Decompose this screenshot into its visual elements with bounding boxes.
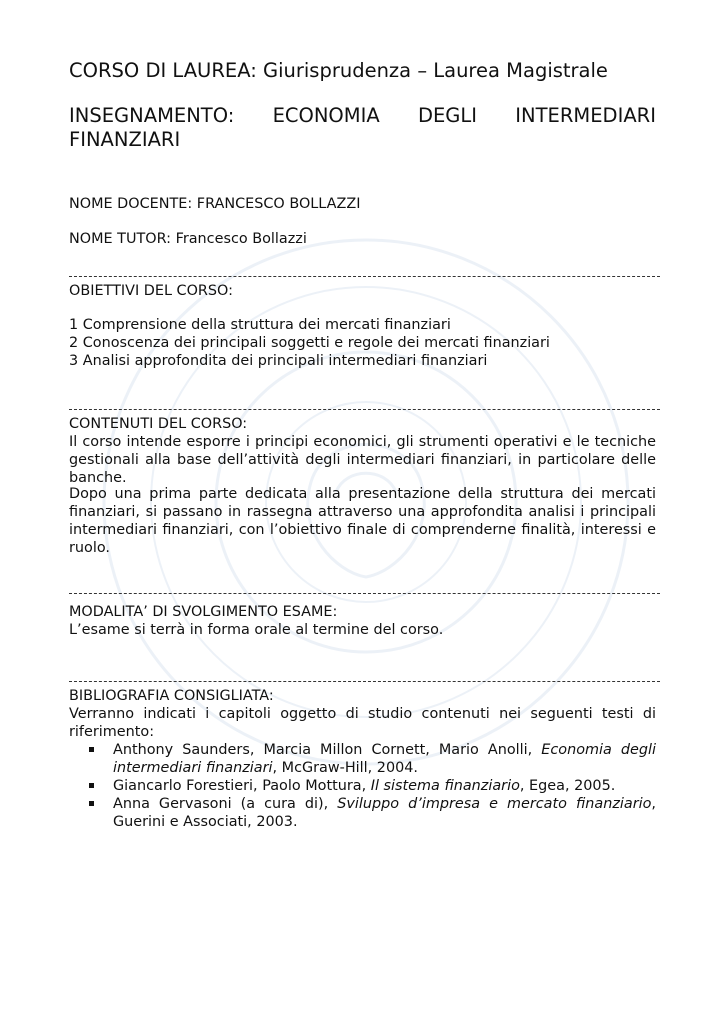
subject-word: ECONOMIA <box>272 104 380 127</box>
subject-word: INSEGNAMENTO: <box>69 104 235 127</box>
contents-paragraph: Il corso intende esporre i principi economici, gli strumenti operativi e le tecniche gestionali alla base dell’attività degli intermediari finanziari, in particolare delle banche. <box>69 434 656 486</box>
bibliography-list <box>69 741 656 831</box>
square-bullet-icon <box>89 783 94 788</box>
book-title: Economia degli intermediari finanziari <box>113 742 657 776</box>
section-divider <box>69 276 660 277</box>
bibliography-intro: Verranno indicati i capitoli oggetto di studio contenuti nei seguenti testi di riferimento: <box>69 706 656 740</box>
subject-word: DEGLI <box>417 104 478 127</box>
bibliography-item <box>69 777 656 795</box>
objective-item: 2 Conoscenza dei principali soggetti e regole dei mercati finanziari <box>69 335 550 351</box>
book-authors: Anthony Saunders, Marcia Millon Cornett, Mario Anolli, <box>113 742 542 758</box>
section-divider <box>69 681 660 682</box>
book-authors: Anna Gervasoni (a cura di), <box>113 796 338 812</box>
subject-title <box>69 104 656 152</box>
section-divider <box>69 593 660 594</box>
book-publisher: , Egea, 2005. <box>519 778 616 794</box>
subject-word: INTERMEDIARI <box>515 104 656 127</box>
objective-item: 3 Analisi approfondita dei principali intermediari finanziari <box>69 353 488 369</box>
objectives-list <box>69 316 656 370</box>
book-authors: Giancarlo Forestieri, Paolo Mottura, <box>113 778 371 794</box>
contents-paragraph: Dopo una prima parte dedicata alla presentazione della struttura dei mercati finanziari, si passano in rassegna attraverso una approfondita analisi i principali intermediari finanziari, con l’obiettivo finale di comprenderne finalità, interessi e ruolo. <box>69 486 656 556</box>
book-title: Sviluppo d’impresa e mercato finanziario <box>337 796 652 812</box>
book-publisher: , McGraw-Hill, 2004. <box>272 760 418 776</box>
contents-heading: CONTENUTI DEL CORSO: <box>69 416 248 432</box>
tutor-name: NOME TUTOR: Francesco Bollazzi <box>69 231 307 247</box>
exam-text: L’esame si terrà in forma orale al termine del corso. <box>69 622 444 638</box>
exam-heading: MODALITA’ DI SVOLGIMENTO ESAME: <box>69 604 338 620</box>
bibliography-item <box>69 741 656 777</box>
bibliography-heading: BIBLIOGRAFIA CONSIGLIATA: <box>69 688 274 704</box>
square-bullet-icon <box>89 747 94 752</box>
subject-second-line: FINANZIARI <box>69 128 181 151</box>
book-publisher: , Guerini e Associati, 2003. <box>113 796 656 830</box>
section-divider <box>69 409 660 410</box>
docente-name: NOME DOCENTE: FRANCESCO BOLLAZZI <box>69 196 361 212</box>
book-title: Il sistema finanziario <box>370 778 520 794</box>
objective-item: 1 Comprensione della struttura dei mercati finanziari <box>69 317 451 333</box>
course-degree-title: CORSO DI LAUREA: Giurisprudenza – Laurea Magistrale <box>69 59 608 82</box>
objectives-heading: OBIETTIVI DEL CORSO: <box>69 283 233 299</box>
bibliography-item <box>69 795 656 831</box>
square-bullet-icon <box>89 801 94 806</box>
